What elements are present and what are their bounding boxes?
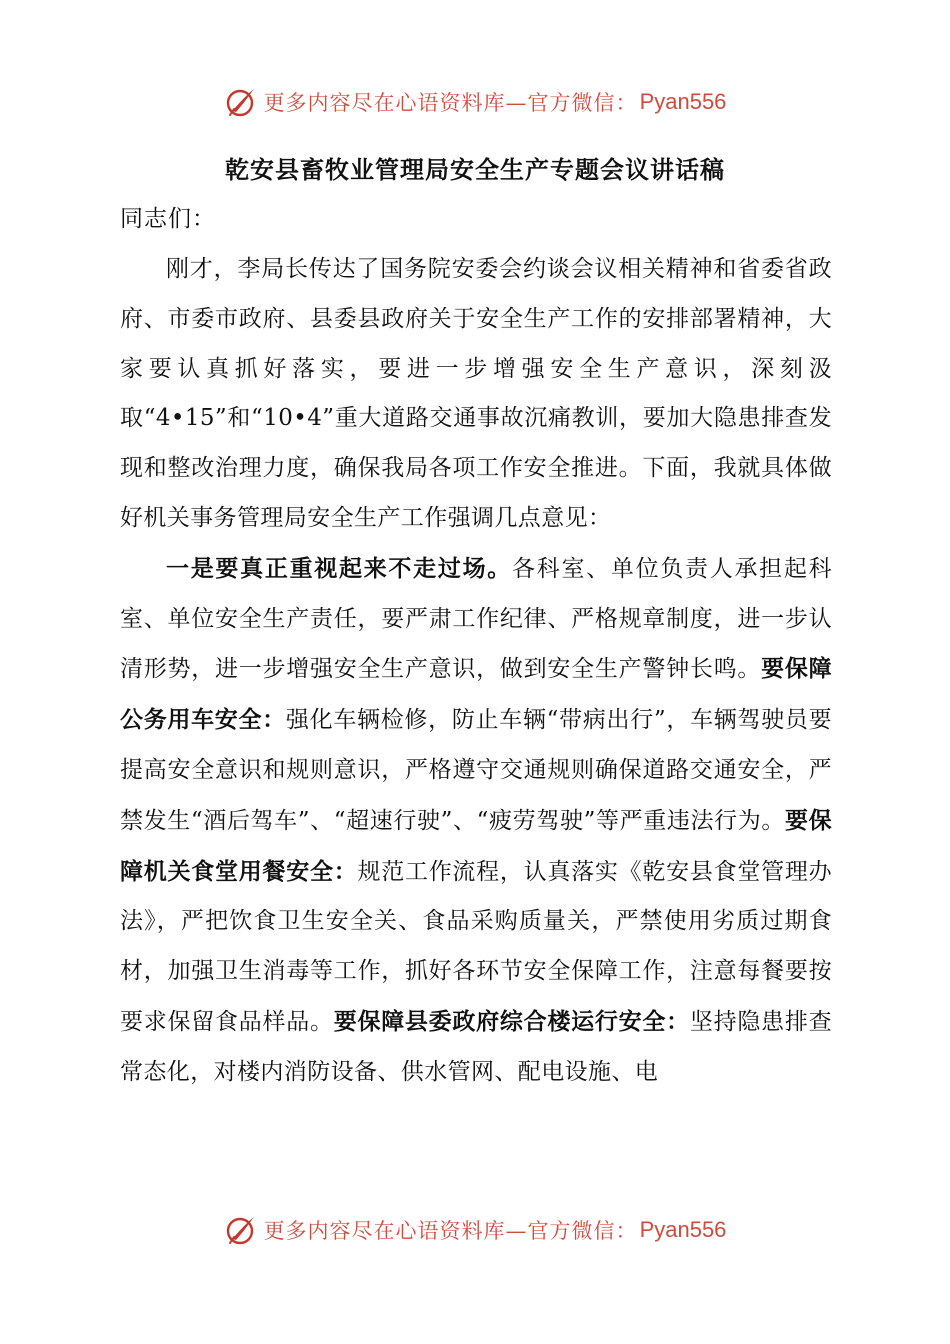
point-text-4: 坚持隐患排查常态化，对楼内消防设备、供水管网、配电设施、电 [120,1008,832,1085]
point-heading-2: 要保障公务用车安全： [120,655,832,734]
paragraph-2 [120,544,832,1098]
paragraph-1: 刚才，李局长传达了国务院安委会约谈会议相关精神和省委省政府、市委市政府、县委县政府关于安全生产工作的安排部署精神，大家要认真抓好落实，要进一步增强安全生产意识，深刻汲取“4•15”和“10•4”重大道路交通事故沉痛教训，要加大隐患排查发现和整改治理力度，确保我局各项工作安全推进。下面，我就具体做好机关事务管理局安全生产工作强调几点意见： [120,256,832,531]
banner-wechat-id: Pyan556 [639,1217,727,1242]
pen-leaf-logo-icon [224,85,258,119]
point-heading-1: 一是要真正重视起来不走过场。 [166,554,513,582]
header-banner [0,80,950,124]
point-heading-4: 要保障县委政府综合楼运行安全： [333,1007,690,1035]
banner-wechat-id: Pyan556 [639,89,727,114]
document-body [120,245,832,1098]
banner-text: 更多内容尽在心语资料库—官方微信： [263,1219,638,1243]
point-heading-3: 要保障机关食堂用餐安全： [120,806,832,885]
greeting: 同志们： [120,206,216,232]
banner-text: 更多内容尽在心语资料库—官方微信： [263,91,638,115]
document-title: 乾安县畜牧业管理局安全生产专题会议讲话稿 [225,155,725,184]
footer-banner [0,1208,950,1252]
point-text-1: 各科室、单位负责人承担起科室、单位安全生产责任，要严肃工作纪律、严格规章制度，进一步认清形势，进一步增强安全生产意识，做到安全生产警钟长鸣。 [120,555,832,683]
point-text-3: 规范工作流程，认真落实《乾安县食堂管理办法》，严把饮食卫生安全关、食品采购质量关，严禁使用劣质过期食材，加强卫生消毒等工作，抓好各环节安全保障工作，注意每餐要按要求保留食品样品。 [120,858,833,1035]
pen-leaf-logo-icon [224,1213,258,1247]
point-text-2: 强化车辆检修，防止车辆“带病出行”，车辆驾驶员要提高安全意识和规则意识，严格遵守交通规则确保道路交通安全，严禁发生“酒后驾车”、“超速行驶”、“疲劳驾驶”等严重违法行为。 [120,707,832,834]
